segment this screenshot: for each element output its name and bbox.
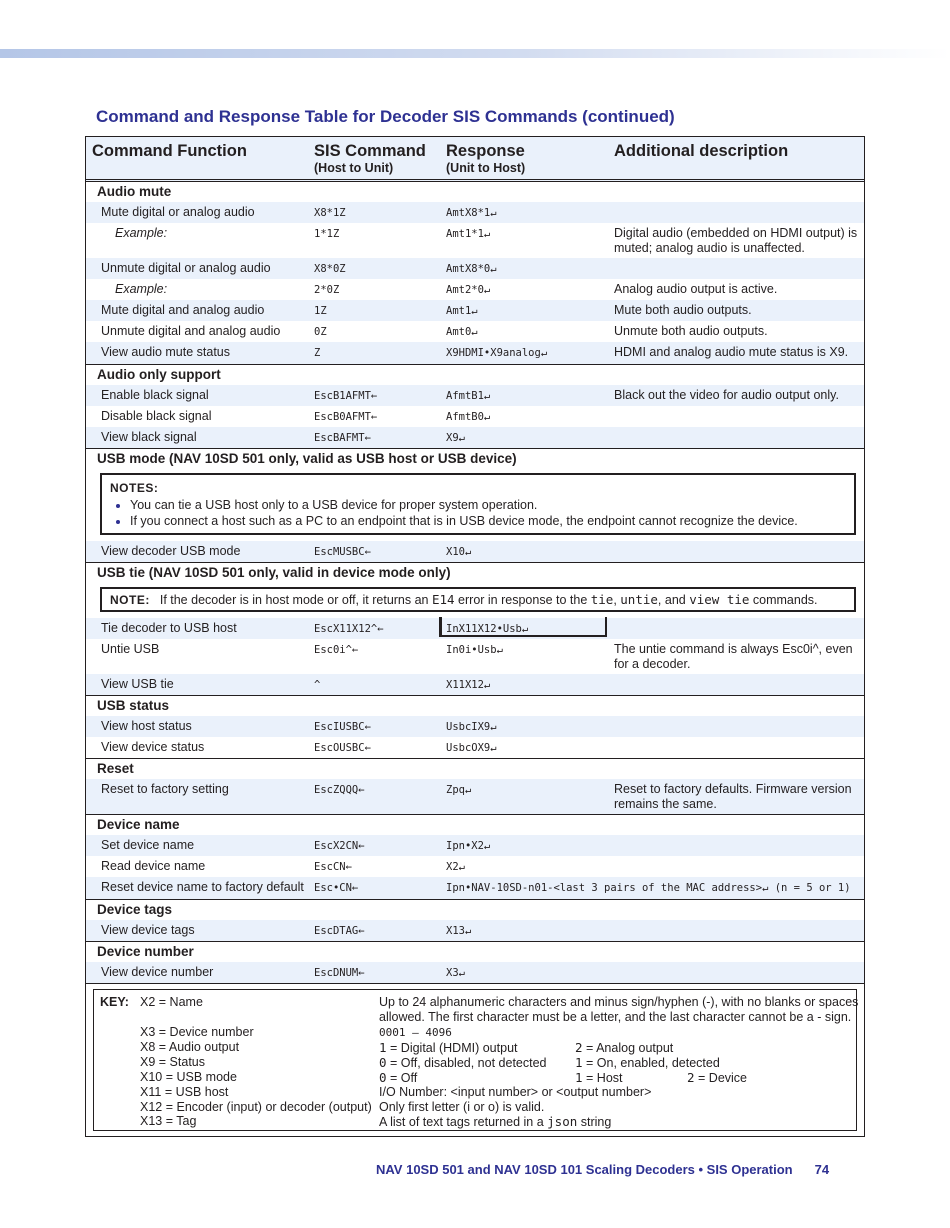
response: Ipn•X2↵ — [446, 840, 491, 852]
note-text: If the decoder is in host mode or off, it returns an — [159, 593, 432, 607]
sis-command: EscB1AFMT← — [314, 390, 378, 402]
section-usb-status: USB status — [86, 695, 864, 716]
section-reset: Reset — [86, 758, 864, 779]
note-box — [100, 587, 856, 612]
table-row — [86, 541, 864, 562]
section-device-name: Device name — [86, 814, 864, 835]
table-row — [86, 962, 864, 983]
sis-command: EscZQQQ← — [314, 784, 365, 796]
command-function: View USB tie — [101, 677, 174, 691]
command-function: Mute digital and analog audio — [101, 303, 265, 317]
command-function: Reset device name to factory default — [101, 880, 304, 894]
key-x10-value-2: 1 = Host — [575, 1070, 623, 1085]
key-legend — [93, 989, 857, 1131]
command-function: Set device name — [101, 838, 195, 852]
section-device-number: Device number — [86, 941, 864, 962]
table-row — [86, 856, 864, 877]
table-header — [86, 137, 864, 182]
response: X11X12↵ — [446, 679, 491, 691]
description: Mute both audio outputs. — [614, 303, 752, 317]
key-x11-value: I/O Number: <input number> or <output number> — [379, 1085, 652, 1099]
error-code: E14 — [431, 592, 455, 607]
sis-command: 2*0Z — [314, 284, 340, 296]
response: Amt1↵ — [446, 305, 478, 317]
section-audio-only-support: Audio only support — [86, 364, 864, 385]
header-sis-command: SIS Command — [314, 142, 426, 160]
description: Digital audio (embedded on HDMI output) is muted; analog audio is unaffected. — [614, 226, 858, 255]
sis-command: EscMUSBC← — [314, 546, 371, 558]
sis-command: EscIUSBC← — [314, 721, 371, 733]
section-device-tags: Device tags — [86, 899, 864, 920]
table-row — [86, 618, 864, 639]
table-row — [86, 385, 864, 406]
key-x10-value-3: 2 = Device — [687, 1070, 747, 1085]
table-row — [86, 639, 864, 674]
section-usb-mode: USB mode (NAV 10SD 501 only, valid as USB host or USB device) — [86, 448, 864, 469]
note-text: commands. — [749, 593, 818, 607]
key-x9-value-2: 1 = On, enabled, detected — [575, 1055, 720, 1070]
command-function: Read device name — [101, 859, 206, 873]
header-command-function: Command Function — [92, 142, 247, 160]
response: AfmtB1↵ — [446, 390, 491, 402]
command-function: View device status — [101, 740, 205, 754]
key-x10-value-1: 0 = Off — [379, 1070, 418, 1085]
command-function: Unmute digital or analog audio — [101, 261, 271, 275]
header-unit-to-host: (Unit to Host) — [446, 161, 526, 175]
command-function: View device tags — [101, 923, 195, 937]
response: AmtX8*1↵ — [446, 207, 497, 219]
response: X9HDMI•X9analog↵ — [446, 347, 548, 359]
command-word: untie — [620, 592, 658, 607]
section-usb-tie: USB tie (NAV 10SD 501 only, valid in device mode only) — [86, 562, 864, 583]
response: Zpq↵ — [446, 784, 472, 796]
table-row — [86, 674, 864, 695]
note-text: , and — [657, 593, 690, 607]
table-row — [86, 258, 864, 279]
note-text: , — [613, 593, 621, 607]
response: X10↵ — [446, 546, 472, 558]
key-x3-value: 0001 — 4096 — [379, 1026, 452, 1039]
response: X13↵ — [446, 925, 472, 937]
sis-command: X8*0Z — [314, 263, 346, 275]
table-row — [86, 342, 864, 364]
description: Reset to factory defaults. Firmware version remains the same. — [614, 782, 852, 811]
page-title: Command and Response Table for Decoder SIS Commands (continued) — [96, 107, 675, 126]
key-x11: X11 = USB host — [140, 1085, 229, 1099]
sis-command: Esc•CN← — [314, 882, 359, 894]
key-x10: X10 = USB mode — [140, 1070, 237, 1084]
table-row — [86, 202, 864, 223]
notes-box — [100, 473, 856, 535]
table-row — [86, 716, 864, 737]
response: In0i•Usb↵ — [446, 644, 503, 656]
command-table — [85, 136, 865, 1137]
command-function: View audio mute status — [101, 345, 231, 359]
header-response: Response — [446, 142, 525, 160]
description: The untie command is always Esc0i^, even for a decoder. — [614, 642, 853, 671]
table-row — [86, 920, 864, 941]
key-x12: X12 = Encoder (input) or decoder (output) — [140, 1100, 372, 1114]
key-x2-value: Up to 24 alphanumeric characters and minus sign/hyphen (-), with no blanks or spaces — [379, 995, 859, 1009]
key-x13: X13 = Tag — [140, 1114, 197, 1128]
section-audio-mute: Audio mute — [97, 184, 172, 199]
response: X2↵ — [446, 861, 465, 873]
sis-command: EscB0AFMT← — [314, 411, 378, 423]
header-host-to-unit: (Host to Unit) — [314, 161, 394, 175]
table-row — [86, 223, 864, 258]
table-row — [86, 279, 864, 300]
key-x13-value: A list of text tags returned in a json string — [379, 1114, 612, 1129]
sis-command: EscX11X12^← — [314, 623, 384, 635]
response: X3↵ — [446, 967, 465, 979]
response: UsbcIX9↵ — [446, 721, 497, 733]
key-x8-value-2: 2 = Analog output — [575, 1040, 674, 1055]
key-label: KEY: — [100, 995, 129, 1009]
sis-command: EscX2CN← — [314, 840, 365, 852]
key-x9: X9 = Status — [140, 1055, 205, 1069]
key-x12-value: Only first letter (i or o) is valid. — [379, 1100, 545, 1114]
example-label: Example: — [115, 282, 168, 296]
sis-command: Z — [314, 347, 321, 359]
command-function: View black signal — [101, 430, 197, 444]
sis-command: 0Z — [314, 326, 327, 338]
command-function: Disable black signal — [101, 409, 212, 423]
note-item: • You can tie a USB host only to a USB device for proper system operation. — [130, 498, 846, 512]
key-x2-value-2: allowed. The first character must be a letter, and the last character cannot be a - sign. — [379, 1010, 852, 1024]
command-function: Mute digital or analog audio — [101, 205, 255, 219]
response: Amt0↵ — [446, 326, 478, 338]
response: X9↵ — [446, 432, 465, 444]
response: InX11X12•Usb↵ — [446, 623, 529, 635]
table-row — [86, 835, 864, 856]
footer-text: NAV 10SD 501 and NAV 10SD 101 Scaling Decoders • SIS Operation — [376, 1162, 793, 1177]
key-x9-value-1: 0 = Off, disabled, not detected — [379, 1055, 547, 1070]
command-function: Tie decoder to USB host — [101, 621, 237, 635]
table-row — [86, 427, 864, 448]
key-x2: X2 = Name — [140, 995, 203, 1009]
page-number: 74 — [814, 1162, 830, 1177]
sis-command: EscDTAG← — [314, 925, 365, 937]
sis-command: EscCN← — [314, 861, 352, 873]
response: AmtX8*0↵ — [446, 263, 497, 275]
sis-command: ^ — [314, 679, 321, 691]
command-word: view tie — [689, 592, 750, 607]
example-label: Example: — [115, 226, 168, 240]
sis-command: EscBAFMT← — [314, 432, 371, 444]
table-row — [86, 737, 864, 758]
description: Unmute both audio outputs. — [614, 324, 768, 338]
table-row — [86, 300, 864, 321]
sis-command: 1Z — [314, 305, 327, 317]
top-gradient-bar — [0, 49, 950, 58]
page-footer — [376, 1162, 829, 1177]
sis-command: Esc0i^← — [314, 644, 359, 656]
response: Amt1*1↵ — [446, 228, 491, 240]
command-word: tie — [590, 592, 614, 607]
command-function: View decoder USB mode — [101, 544, 241, 558]
sis-command: EscOUSBC← — [314, 742, 371, 754]
sis-command: EscDNUM← — [314, 967, 365, 979]
description: Analog audio output is active. — [614, 282, 778, 296]
table-row — [86, 779, 864, 814]
note-item: • If you connect a host such as a PC to an endpoint that is in USB device mode, the endpoint cannot recognize the device. — [130, 514, 846, 528]
key-x8-value-1: 1 = Digital (HDMI) output — [379, 1040, 518, 1055]
response: Ipn•NAV-10SD-n01-<last 3 pairs of the MAC address>↵ (n = 5 or 1) — [446, 882, 851, 894]
sis-command: X8*1Z — [314, 207, 346, 219]
notes-label: NOTES: — [110, 481, 159, 495]
command-function: View device number — [101, 965, 214, 979]
table-row — [86, 406, 864, 427]
description: Black out the video for audio output only. — [614, 388, 839, 402]
table-row — [86, 321, 864, 342]
table-row — [86, 877, 864, 899]
response: AfmtB0↵ — [446, 411, 491, 423]
note-label: NOTE: — [110, 593, 150, 607]
command-function: View host status — [101, 719, 192, 733]
command-function: Enable black signal — [101, 388, 209, 402]
description: HDMI and analog audio mute status is X9. — [614, 345, 849, 359]
key-x8: X8 = Audio output — [140, 1040, 240, 1054]
command-function: Untie USB — [101, 642, 160, 656]
note-text: error in response to the — [454, 593, 591, 607]
response: UsbcOX9↵ — [446, 742, 497, 754]
response: Amt2*0↵ — [446, 284, 491, 296]
key-x3: X3 = Device number — [140, 1025, 254, 1039]
sis-command: 1*1Z — [314, 228, 340, 240]
header-additional-description: Additional description — [614, 142, 789, 160]
command-function: Unmute digital and analog audio — [101, 324, 281, 338]
command-function: Reset to factory setting — [101, 782, 229, 796]
